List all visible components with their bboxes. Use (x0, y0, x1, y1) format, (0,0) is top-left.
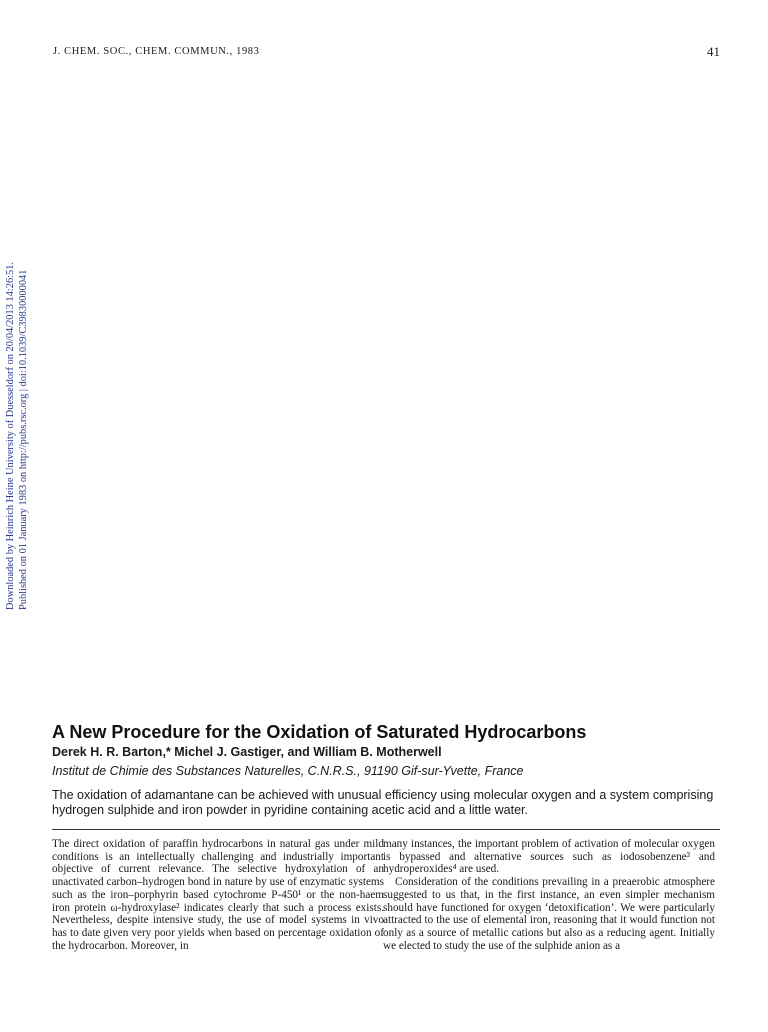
page-number: 41 (707, 44, 720, 59)
affiliation: Institut de Chimie des Substances Naturelles, C.N.R.S., 91190 Gif-sur-Yvette, France (52, 764, 524, 778)
body-paragraph: many instances, the important problem of activation of molecular oxygen is bypassed and alternative sources such as iodosobenzene³ and hydroperoxides⁴ are used. (383, 838, 715, 876)
abstract: The oxidation of adamantane can be achieved with unusual efficiency using molecular oxygen and a system comprising hydrogen sulphide and iron powder in pyridine containing acetic acid and a little water. (52, 788, 714, 817)
download-notice (4, 250, 44, 610)
article-title: A New Procedure for the Oxidation of Saturated Hydrocarbons (52, 722, 587, 742)
body-column-left (52, 838, 384, 952)
author-list: Derek H. R. Barton,* Michel J. Gastiger, and William B. Motherwell (52, 745, 442, 759)
body-paragraph: Consideration of the conditions prevailing in a preaerobic atmosphere suggested to us that, in the first instance, an even simpler mechanism should have functioned for oxygen ‘detoxification’. We were particularly attracted to the use of elemental iron, reasoning that it would function not only as a source of metallic cations but also as a reducing agent. Initially we elected to study the use of the sulphide anion as a (383, 876, 715, 952)
divider-rule (52, 829, 720, 830)
publication-notice-line: Published on 01 January 1983 on http://pubs.rsc.org | doi:10.1039/C39830000041 (18, 269, 29, 610)
body-paragraph: The direct oxidation of paraffin hydrocarbons in natural gas under mild conditions is an intellectually challenging and industrially important objective of current relevance. The selective hydroxylation of an unactivated carbon–hydrogen bond in nature by use of enzymatic systems such as the iron–porphyrin based cytochrome P-450¹ or the non-haem iron protein ω-hydroxylase² indicates clearly that such a process exists. Nevertheless, despite intensive study, the use of model systems in vivo has to date given very poor yields when based on percentage oxidation of the hydrocarbon. Moreover, in (52, 838, 384, 952)
running-header: J. CHEM. SOC., CHEM. COMMUN., 1983 (53, 46, 260, 57)
download-notice-line: Downloaded by Heinrich Heine University of Duesseldorf on 20/04/2013 14:26:51. (5, 261, 16, 610)
body-column-right (383, 838, 715, 952)
